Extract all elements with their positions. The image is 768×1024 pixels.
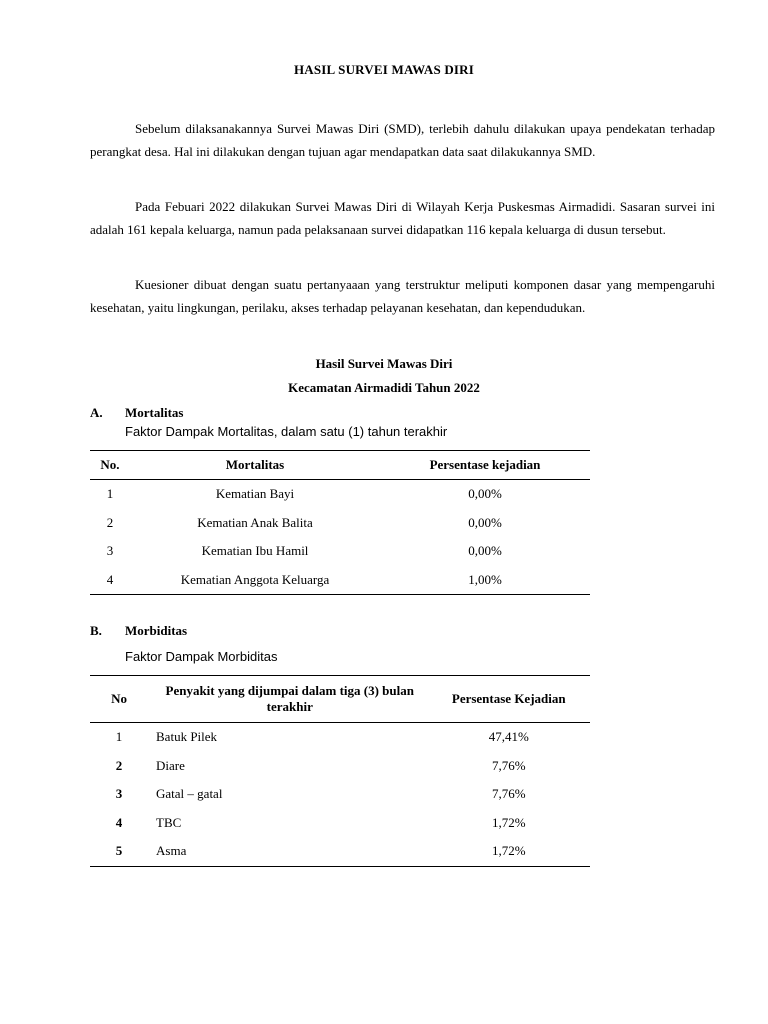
table-row [90, 752, 590, 781]
header-mortalitas: Mortalitas [130, 451, 380, 480]
cell-name: Asma [148, 837, 427, 866]
table-row [90, 509, 590, 538]
document-title: HASIL SURVEI MAWAS DIRI [293, 62, 475, 77]
table-row [90, 566, 590, 595]
section-a-letter: A. [90, 405, 103, 420]
cell-pct: 1,00% [380, 566, 590, 595]
mortality-table [90, 450, 590, 595]
section-b-heading [90, 623, 187, 639]
section-a-caption: Faktor Dampak Mortalitas, dalam satu (1) tahun terakhir [125, 424, 448, 439]
cell-name: Gatal – gatal [156, 786, 223, 802]
paragraph-3: Kuesioner dibuat dengan suatu pertanyaaan yang terstruktur meliputi komponen dasar yang mempengaruhi kesehatan, yaitu lingkungan, perilaku, akses terhadap pelayanan kesehatan, dan kependudukan. [90, 277, 715, 315]
cell-name: Kematian Ibu Hamil [201, 543, 309, 559]
cell-pct: 7,76% [491, 757, 526, 773]
table-row [90, 723, 590, 752]
cell-pct: 47,41% [488, 729, 529, 745]
cell-no: 2 [115, 757, 123, 773]
header-persentase: Persentase kejadian [380, 451, 590, 480]
cell-pct: 7,76% [491, 786, 526, 802]
section-b-title: Morbiditas [125, 623, 188, 638]
section-a-title: Mortalitas [125, 405, 184, 420]
header-penyakit: Penyakit yang dijumpai dalam tiga (3) bulan terakhir [148, 676, 427, 723]
cell-pct: 0,00% [468, 543, 502, 559]
table-row [90, 537, 590, 566]
table-header-row [90, 676, 590, 723]
cell-name: Kematian Bayi [215, 486, 295, 502]
section-a-heading [90, 405, 183, 421]
cell-no: 2 [106, 514, 114, 530]
header-no: No [90, 676, 148, 723]
cell-pct: 1,72% [427, 837, 590, 866]
cell-no: 4 [115, 814, 123, 830]
table-row [90, 837, 590, 866]
cell-no: 1 [115, 729, 123, 745]
section-b-letter: B. [90, 623, 102, 638]
cell-pct: 0,00% [468, 486, 502, 502]
cell-pct: 0,00% [468, 514, 502, 530]
cell-name: Kematian Anak Balita [197, 514, 313, 530]
header-no: No. [90, 451, 130, 480]
cell-no: 5 [90, 837, 148, 866]
section-b-caption: Faktor Dampak Morbiditas [125, 649, 278, 664]
table-row [90, 480, 590, 509]
cell-no: 3 [115, 786, 123, 802]
cell-name: TBC [156, 814, 182, 830]
cell-name: Diare [156, 757, 185, 773]
cell-pct: 1,72% [491, 814, 526, 830]
table-section-title: Hasil Survei Mawas Diri [315, 356, 453, 371]
cell-name: Kematian Anggota Keluarga [130, 566, 380, 595]
table-row [90, 809, 590, 838]
paragraph-2: Pada Febuari 2022 dilakukan Survei Mawas Diri di Wilayah Kerja Puskesmas Airmadidi. Sasaran survei ini adalah 161 kepala keluarga, namun pada pelaksanaan survei didapatkan 116 kepala keluarga di dusun tersebut. [90, 199, 715, 237]
cell-name: Batuk Pilek [156, 729, 218, 745]
table-section-subtitle: Kecamatan Airmadidi Tahun 2022 [288, 380, 480, 395]
header-persentase: Persentase Kejadian [427, 676, 590, 723]
table-row [90, 780, 590, 809]
paragraph-1: Sebelum dilaksanakannya Survei Mawas Diri (SMD), terlebih dahulu dilakukan upaya pendekatan terhadap perangkat desa. Hal ini dilakukan dengan tujuan agar mendapatkan data saat dilakukannya SMD. [90, 121, 715, 159]
morbidity-table [90, 675, 590, 867]
cell-no: 1 [106, 486, 114, 502]
table-header-row [90, 451, 590, 480]
cell-no: 3 [106, 543, 114, 559]
cell-no: 4 [90, 566, 130, 595]
